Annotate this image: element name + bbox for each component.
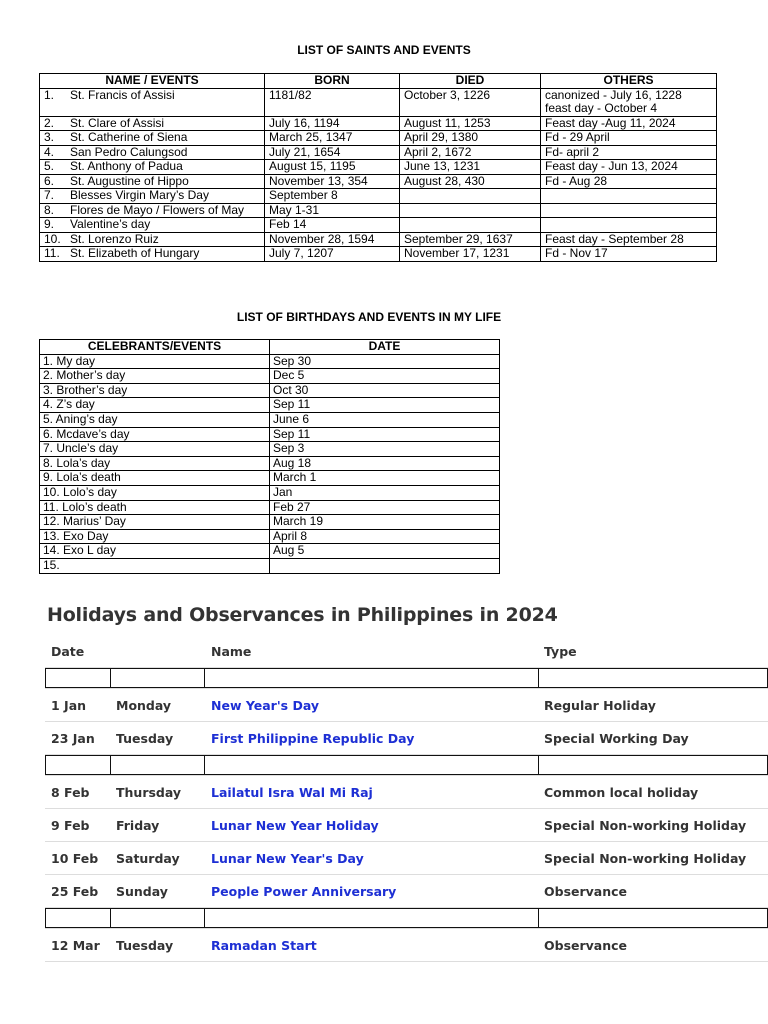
row-number: 7. xyxy=(44,188,55,202)
saint-name-cell xyxy=(40,160,265,175)
holiday-row xyxy=(45,722,768,755)
holiday-name-link[interactable]: Lunar New Year's Day xyxy=(211,851,364,866)
holiday-date: 25 Feb xyxy=(51,884,99,899)
saints-row xyxy=(40,247,717,262)
saints-row xyxy=(40,232,717,247)
birthday-row xyxy=(40,456,500,471)
holiday-type: Regular Holiday xyxy=(544,698,656,713)
birthday-row xyxy=(40,383,500,398)
birthday-row xyxy=(40,471,500,486)
saints-row xyxy=(40,145,717,160)
born-cell: July 21, 1654 xyxy=(265,145,400,160)
others-cell xyxy=(541,232,717,247)
born-cell: Feb 14 xyxy=(265,218,400,233)
others-text: Fd - 29 April xyxy=(545,130,610,144)
holiday-row xyxy=(45,875,768,908)
birthday-row xyxy=(40,427,500,442)
row-number: 10. xyxy=(44,231,61,246)
holiday-weekday: Tuesday xyxy=(116,731,174,746)
saint-name-cell xyxy=(40,203,265,218)
others-cell xyxy=(541,203,717,218)
born-cell: September 8 xyxy=(265,189,400,204)
holiday-weekday: Saturday xyxy=(116,851,180,866)
separator-cell xyxy=(110,908,205,928)
birthday-row xyxy=(40,529,500,544)
saint-name: St. Catherine of Siena xyxy=(70,130,188,144)
born-cell: 1181/82 xyxy=(265,88,400,116)
saints-row xyxy=(40,218,717,233)
date-cell xyxy=(270,558,500,573)
saint-name-cell xyxy=(40,131,265,146)
holiday-name-link[interactable]: Ramadan Start xyxy=(211,938,317,953)
col-header-date: Date xyxy=(51,644,85,659)
col-header-died: DIED xyxy=(400,74,541,89)
celebrant-cell: 9. Lola’s death xyxy=(40,471,270,486)
died-cell xyxy=(400,189,541,204)
others-text: canonized - July 16, 1228 xyxy=(545,87,682,102)
saint-name: St. Augustine of Hippo xyxy=(70,173,189,188)
date-cell: Oct 30 xyxy=(270,383,500,398)
saints-row xyxy=(40,160,717,175)
col-header-others: OTHERS xyxy=(541,74,717,89)
holiday-name-link[interactable]: First Philippine Republic Day xyxy=(211,731,415,746)
holiday-name-link[interactable]: Lailatul Isra Wal Mi Raj xyxy=(211,785,373,800)
date-cell: Aug 18 xyxy=(270,456,500,471)
saint-name: St. Francis of Assisi xyxy=(70,87,175,102)
others-cell xyxy=(541,247,717,262)
saint-name-cell xyxy=(40,88,265,116)
birthdays-header-row xyxy=(40,340,500,355)
died-cell: April 2, 1672 xyxy=(400,145,541,160)
celebrant-cell: 1. My day xyxy=(40,354,270,369)
born-cell: November 13, 354 xyxy=(265,174,400,189)
died-cell: October 3, 1226 xyxy=(400,88,541,116)
holiday-month-separator xyxy=(45,668,768,689)
birthday-row xyxy=(40,500,500,515)
others-cell xyxy=(541,160,717,175)
holiday-type: Special Working Day xyxy=(544,731,689,746)
others-cell xyxy=(541,174,717,189)
saint-name-cell xyxy=(40,218,265,233)
saint-name: St. Anthony of Padua xyxy=(70,159,183,173)
separator-cell xyxy=(538,755,768,775)
holiday-weekday: Monday xyxy=(116,698,172,713)
born-cell: August 15, 1195 xyxy=(265,160,400,175)
date-cell: Aug 5 xyxy=(270,544,500,559)
separator-cell xyxy=(204,668,539,688)
died-cell: August 11, 1253 xyxy=(400,116,541,131)
saints-row xyxy=(40,116,717,131)
separator-cell xyxy=(45,908,111,928)
died-cell: August 28, 430 xyxy=(400,174,541,189)
separator-cell xyxy=(45,755,111,775)
saint-name-cell xyxy=(40,247,265,262)
others-cell xyxy=(541,145,717,160)
others-text: Fd- april 2 xyxy=(545,144,600,159)
saint-name: San Pedro Calungsod xyxy=(70,144,188,159)
date-cell: Jan xyxy=(270,485,500,500)
holiday-type: Observance xyxy=(544,938,628,953)
birthdays-title: LIST OF BIRTHDAYS AND EVENTS IN MY LIFE xyxy=(236,310,502,324)
col-header-type: Type xyxy=(544,644,577,659)
separator-cell xyxy=(204,908,539,928)
holiday-row xyxy=(45,842,768,875)
born-cell: May 1-31 xyxy=(265,203,400,218)
celebrant-cell: 5. Aning’s day xyxy=(40,412,270,427)
others-cell xyxy=(541,116,717,131)
col-header-celebrants: CELEBRANTS/EVENTS xyxy=(40,340,270,355)
holiday-row xyxy=(45,929,768,962)
birthdays-table xyxy=(39,339,500,574)
holiday-weekday: Sunday xyxy=(116,884,168,899)
birthday-row xyxy=(40,398,500,413)
separator-cell xyxy=(538,908,768,928)
holiday-type: Special Non-working Holiday xyxy=(544,818,747,833)
birthday-row xyxy=(40,369,500,384)
others-cell xyxy=(541,218,717,233)
saints-table xyxy=(39,73,717,262)
birthday-row xyxy=(40,442,500,457)
celebrant-cell: 2. Mother’s day xyxy=(40,369,270,384)
saints-row xyxy=(40,189,717,204)
col-header-name: NAME / EVENTS xyxy=(40,74,265,89)
holiday-type: Common local holiday xyxy=(544,785,699,800)
others-cell xyxy=(541,88,717,116)
saint-name: Flores de Mayo / Flowers of May xyxy=(70,202,245,217)
celebrant-cell: 7. Uncle’s day xyxy=(40,442,270,457)
holiday-date: 1 Jan xyxy=(51,698,87,713)
born-cell: July 16, 1194 xyxy=(265,116,400,131)
col-header-name: Name xyxy=(211,644,252,659)
row-number: 3. xyxy=(44,130,55,144)
celebrant-cell: 3. Brother’s day xyxy=(40,383,270,398)
saint-name: St. Lorenzo Ruiz xyxy=(70,231,159,246)
born-cell: July 7, 1207 xyxy=(265,247,400,262)
holiday-name-link[interactable]: People Power Anniversary xyxy=(211,884,397,899)
separator-cell xyxy=(538,668,768,688)
row-number: 8. xyxy=(44,202,55,217)
saint-name: St. Elizabeth of Hungary xyxy=(70,246,200,260)
birthday-row xyxy=(40,558,500,573)
holiday-date: 23 Jan xyxy=(51,731,95,746)
date-cell: March 1 xyxy=(270,471,500,486)
holiday-date: 8 Feb xyxy=(51,785,90,800)
celebrant-cell: 13. Exo Day xyxy=(40,529,270,544)
row-number: 9. xyxy=(44,217,55,231)
row-number: 4. xyxy=(44,144,55,159)
saint-name-cell xyxy=(40,174,265,189)
died-cell xyxy=(400,218,541,233)
holiday-name-link[interactable]: New Year's Day xyxy=(211,698,320,713)
date-cell: June 6 xyxy=(270,412,500,427)
date-cell: Feb 27 xyxy=(270,500,500,515)
birthday-row xyxy=(40,354,500,369)
saint-name: Blesses Virgin Mary’s Day xyxy=(70,188,209,202)
saint-name-cell xyxy=(40,232,265,247)
saints-title: LIST OF SAINTS AND EVENTS xyxy=(297,43,471,57)
celebrant-cell: 11. Lolo’s death xyxy=(40,500,270,515)
born-cell: November 28, 1594 xyxy=(265,232,400,247)
holiday-date: 10 Feb xyxy=(51,851,99,866)
date-cell: Sep 11 xyxy=(270,427,500,442)
others-text: Feast day -Aug 11, 2024 xyxy=(545,115,676,130)
holiday-type: Special Non-working Holiday xyxy=(544,851,747,866)
holiday-type: Observance xyxy=(544,884,628,899)
date-cell: Dec 5 xyxy=(270,369,500,384)
saint-name-cell xyxy=(40,189,265,204)
separator-cell xyxy=(45,668,111,688)
date-cell: Sep 30 xyxy=(270,354,500,369)
died-cell: June 13, 1231 xyxy=(400,160,541,175)
holidays-header-row xyxy=(45,634,768,668)
others-text: Feast day - Jun 13, 2024 xyxy=(545,159,678,173)
holiday-row xyxy=(45,776,768,809)
holiday-row xyxy=(45,689,768,722)
died-cell xyxy=(400,203,541,218)
holidays-table xyxy=(45,634,768,962)
holidays-title: Holidays and Observances in Philippines in 2024 xyxy=(47,604,558,626)
holiday-name-link[interactable]: Lunar New Year Holiday xyxy=(211,818,379,833)
birthday-row xyxy=(40,544,500,559)
celebrant-cell: 12. Marius’ Day xyxy=(40,515,270,530)
saints-row xyxy=(40,174,717,189)
col-header-date: DATE xyxy=(270,340,500,355)
holiday-date: 9 Feb xyxy=(51,818,90,833)
date-cell: Sep 3 xyxy=(270,442,500,457)
saints-header-row xyxy=(40,74,717,89)
separator-cell xyxy=(204,755,539,775)
celebrant-cell: 8. Lola’s day xyxy=(40,456,270,471)
row-number: 1. xyxy=(44,87,55,102)
separator-cell xyxy=(110,755,205,775)
row-number: 5. xyxy=(44,159,55,173)
holiday-weekday: Thursday xyxy=(116,785,182,800)
saints-row xyxy=(40,131,717,146)
others-text: Fd - Nov 17 xyxy=(545,246,608,260)
holiday-date: 12 Mar xyxy=(51,938,100,953)
col-header-born: BORN xyxy=(265,74,400,89)
holiday-weekday: Friday xyxy=(116,818,160,833)
celebrant-cell: 15. xyxy=(40,558,270,573)
holiday-row xyxy=(45,809,768,842)
others-cell xyxy=(541,131,717,146)
holiday-month-separator xyxy=(45,908,768,929)
birthday-row xyxy=(40,485,500,500)
celebrant-cell: 6. Mcdave’s day xyxy=(40,427,270,442)
died-cell: April 29, 1380 xyxy=(400,131,541,146)
holiday-month-separator xyxy=(45,755,768,776)
died-cell: November 17, 1231 xyxy=(400,247,541,262)
saint-name: Valentine’s day xyxy=(70,217,151,231)
date-cell: Sep 11 xyxy=(270,398,500,413)
row-number: 6. xyxy=(44,173,55,188)
date-cell: March 19 xyxy=(270,515,500,530)
others-text: Feast day - September 28 xyxy=(545,231,684,246)
celebrant-cell: 14. Exo L day xyxy=(40,544,270,559)
saints-row xyxy=(40,88,717,116)
birthday-row xyxy=(40,412,500,427)
celebrant-cell: 4. Z’s day xyxy=(40,398,270,413)
others-text: Fd - Aug 28 xyxy=(545,173,608,188)
others-cell xyxy=(541,189,717,204)
saint-name-cell xyxy=(40,116,265,131)
birthday-row xyxy=(40,515,500,530)
row-number: 11. xyxy=(44,246,60,260)
date-cell: April 8 xyxy=(270,529,500,544)
saint-name-cell xyxy=(40,145,265,160)
others-text-2: feast day - October 4 xyxy=(545,101,658,115)
holiday-weekday: Tuesday xyxy=(116,938,174,953)
died-cell: September 29, 1637 xyxy=(400,232,541,247)
saint-name: St. Clare of Assisi xyxy=(70,115,165,130)
row-number: 2. xyxy=(44,115,55,130)
separator-cell xyxy=(110,668,205,688)
born-cell: March 25, 1347 xyxy=(265,131,400,146)
celebrant-cell: 10. Lolo’s day xyxy=(40,485,270,500)
saints-row xyxy=(40,203,717,218)
